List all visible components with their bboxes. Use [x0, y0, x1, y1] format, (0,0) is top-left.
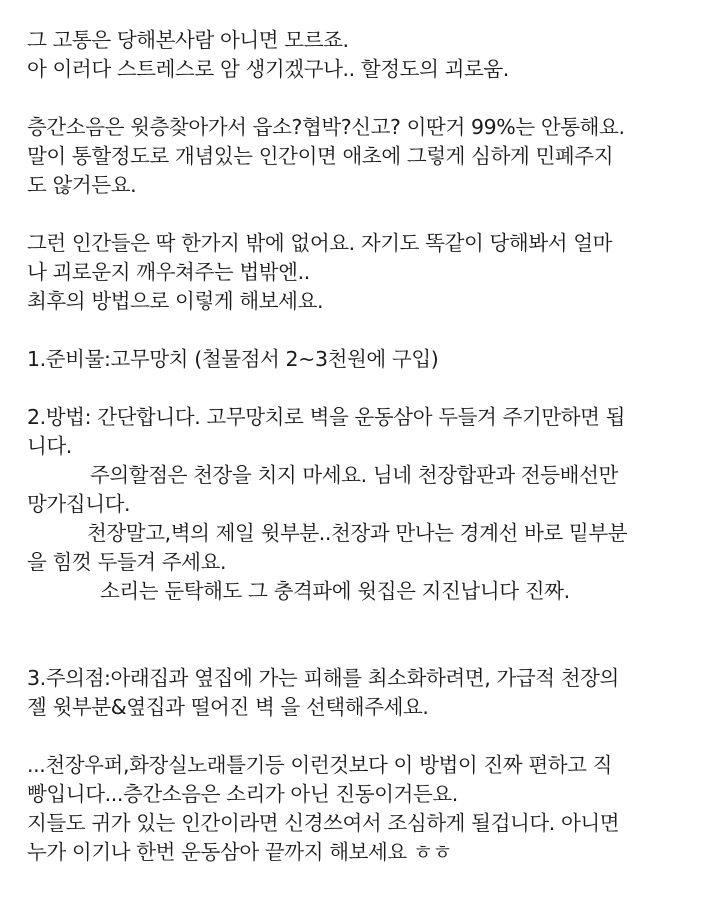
blank-line	[27, 722, 695, 751]
blank-line	[27, 606, 695, 635]
text-line: 지들도 귀가 있는 인간이라면 신경쓰여서 조심하게 될겁니다. 아니면	[27, 811, 620, 835]
text-line: 젤 윗부분&옆집과 떨어진 벽 을 선택해주세요.	[27, 695, 429, 719]
blank-line	[27, 635, 695, 664]
text-line: 2.방법: 간단합니다. 고무망치로 벽을 운동삼아 두들겨 주기만하면 됩	[27, 405, 626, 429]
text-line: 아 이러다 스트레스로 암 생기겠구나.. 할정도의 괴로움.	[27, 57, 509, 81]
blank-line	[27, 200, 695, 229]
text-line: 층간소음은 윗층찾아가서 읍소?협박?신고? 이딴거 99%는 안통해요.	[27, 115, 625, 139]
text-line: 주의할점은 천장을 치지 마세요. 님네 천장합판과 전등배선만	[90, 463, 618, 487]
text-line: 을 힘껏 두들겨 주세요.	[27, 550, 227, 574]
text-line: 나 괴로운지 깨우쳐주는 법밖엔..	[27, 260, 310, 284]
text-line: ...천장우퍼,화장실노래틀기등 이런것보다 이 방법이 진짜 편하고 직	[27, 753, 613, 777]
blank-line	[27, 374, 695, 403]
text-line: 최후의 방법으로 이렇게 해보세요.	[27, 289, 324, 313]
text-line: 망가집니다.	[27, 492, 131, 516]
text-line: 도 않거든요.	[27, 173, 137, 197]
text-line: 빵입니다...층간소음은 소리가 아닌 진동이거든요.	[27, 782, 458, 806]
text-line: 소리는 둔탁해도 그 충격파에 윗집은 지진납니다 진짜.	[100, 579, 570, 603]
text-line: 말이 통할정도로 개념있는 인간이면 애초에 그렇게 심하게 민폐주지	[27, 144, 614, 168]
post-body	[27, 26, 695, 867]
text-line: 1.준비물:고무망치 (철물점서 2~3천원에 구입)	[27, 347, 439, 371]
text-line: 그런 인간들은 딱 한가지 밖에 없어요. 자기도 똑같이 당해봐서 얼마	[27, 231, 613, 255]
blank-line	[27, 84, 695, 113]
text-line: 3.주의점:아래집과 옆집에 가는 피해를 최소화하려면, 가급적 천장의	[27, 666, 619, 690]
text-line: 누가 이기나 한번 운동삼아 끝까지 해보세요 ㅎㅎ	[27, 840, 452, 864]
blank-line	[27, 316, 695, 345]
text-line: 그 고통은 당해본사람 아니면 모르죠.	[27, 28, 349, 52]
text-line: 천장말고,벽의 제일 윗부분..천장과 만나는 경계선 바로 밑부분	[87, 521, 628, 545]
text-line: 니다.	[27, 434, 72, 458]
